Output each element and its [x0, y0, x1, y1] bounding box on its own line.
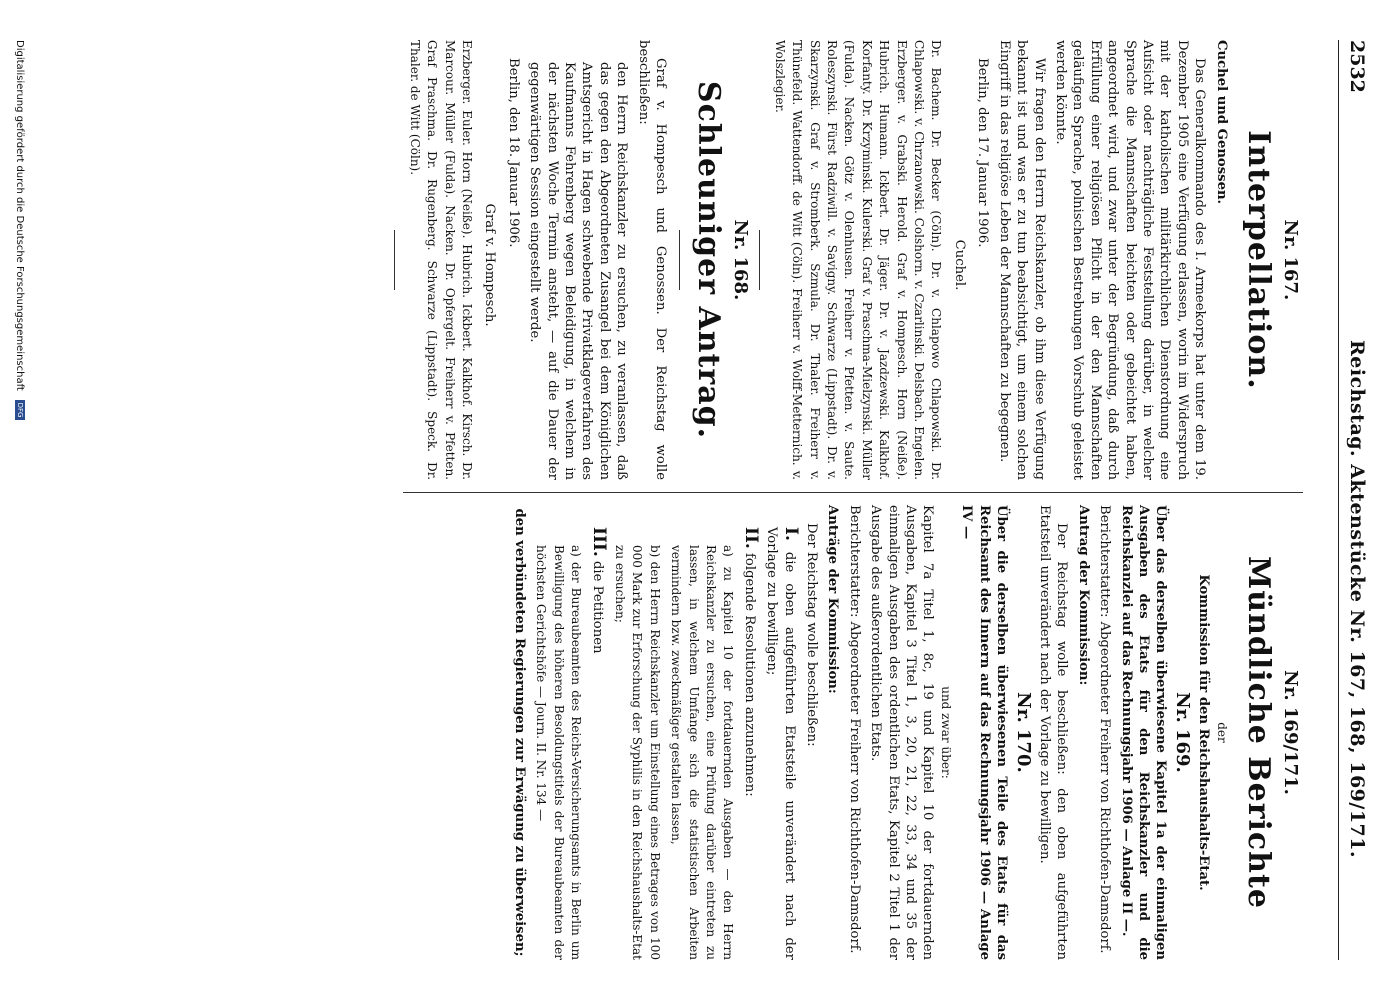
nr168-heading: Nr. 168. [730, 219, 752, 301]
report170-list: Kapitel 7a Titel 1, 8c, 19 und Kapitel 10 der fortdauernden Ausgaben, Kapitel 3 Titel 1, 3, 20, 21, 22, 33, 34 und 35 der einmaligen Ausgaben des ordentlichen Etats, Kapitel 2 Titel 1 der Ausgabe des außerordentlichen Etats. [868, 505, 936, 960]
resolution-b: b) den Herrn Reichskanzler um Einstellung eines Betrages von 100 000 Mark zur Erforschung der Syphilis in den Reichshaushalts-Etat zu ersuchen; [613, 545, 662, 960]
antrag-date: Berlin, den 18. Januar 1906. [505, 58, 521, 248]
report170-berichterstatter: Berichterstatter: Abgeordneter Freiherr von Richthofen-Damsdorf. [846, 505, 862, 954]
roman-three-text: die Petitionen [589, 560, 605, 654]
roman-three: III. [588, 527, 609, 557]
petition-conclusion: den verbündeten Regierungen zur Erwägung zu überweisen; [511, 508, 527, 957]
running-title: Reichstag. Aktenstücke Nr. 167, 168, 169/171. [1346, 340, 1368, 859]
interpellation-cosigners: Dr. Bachem. Dr. Becker (Cöln). Dr. v. Chlapowo Chlapowski. Dr. Chlapowski. v. Chrzanowski. Colshorn. v. Czarlinski. Delsbach. Engelen. Erzberger. v. Grabski. Herold. Graf v. Hompesch. Horn (Neiße). Hubrich. Humann. Ickbert. Dr. Jäger. Dr. v. Jazdzewski. Kalkhof. Korfanty. Dr. Krzyminski. Kulerski. Graf v. Praschma-Mielzynski. Müller (Fulda). Nacken. Götz v. Olenhusen. Freiherr v. Pfetten. v. Saute. Roleszynski. Fürst Radziwill. v. Savigny. Schwarze (Lippstadt). Dr. v. Skarzynski. Graf v. Stromberk. Szmula. Dr. Thaler. Freiherr v. Thünefeld. Wattendorff. de Witt (Cöln). Freiherr v. Wolff-Metternich. v. Wolszlegier. [772, 40, 944, 480]
left-column [384, 40, 1303, 480]
roman-two-text: folgende Resolutionen anzunehmen: [741, 553, 757, 797]
separator-rule [394, 230, 395, 290]
roman-two: II. [740, 527, 761, 549]
nr169-171-heading: Nr. 169/171. [1280, 670, 1301, 795]
running-header [1338, 40, 1367, 960]
antrag-authors: Graf v. Hompesch und Genossen. Der Reichstag wolle beschließen: [635, 40, 669, 480]
report170-body: Über die derselben überwiesenen Teile des Etats für das Reichsamt des Innern auf das Rechnungsjahr 1906 — Anlage IV — [959, 505, 1010, 960]
antrag-title: Schleuniger Antrag. [691, 80, 727, 440]
report169-antrag-label: Antrag der Kommission: [1075, 505, 1091, 686]
antrag-body: den Herrn Reichskanzler zu ersuchen, zu veranlassen, daß das gegen den Abgeordneten Zusangel bei dem Königlichen Amtsgericht in Hagen schwebende Privatklageverfahren des Kaufmanns Fehrenberg wegen Beleidigung, in welchem in der nächsten Woche Termin ansteht, — auf die Dauer der gegenwärtigen Session eingestellt werde. [527, 62, 630, 480]
roman-one: I. [780, 527, 801, 541]
page-number: 2532 [1346, 40, 1368, 93]
report169-berichterstatter: Berichterstatter: Abgeordneter Freiherr von Richthofen-Damsdorf. [1097, 505, 1113, 954]
report169-antrag-body: Der Reichstag wolle beschließen: den oben aufgeführten Etatsteil unverändert nach der Vorlage zu bewilligen. [1036, 505, 1070, 960]
dfg-logo-icon: DFG [15, 400, 25, 420]
interpellation-date: Berlin, den 17. Januar 1906. [975, 58, 991, 248]
separator-rule [679, 230, 680, 290]
roman-one-text: die oben aufgeführten Etatsteile unverändert nach der Vorlage zu bewilligen; [764, 527, 797, 960]
commission-name: Kommission für den Reichshaushalts-Etat. [1196, 574, 1212, 891]
interpellation-title: Interpellation. [1240, 130, 1276, 390]
report-title: Mündliche Berichte [1240, 556, 1276, 909]
right-column [507, 505, 1303, 960]
report170-antrag-intro: Der Reichstag wolle beschließen: [804, 523, 820, 747]
antrag-cosigners: Erzberger. Euler. Horn (Neiße). Hubrich. Ickbert. Kalkhof. Kirsch. Dr. Marcour. Müller (Fulda). Nacken. Dr. Opfergelt. Freiherr v. Pfetten. Graf Praschma. Dr. Rugenberg. Schwarze (Lippstadt). Speck. Dr. Thaler. de Witt (Cöln). [407, 40, 474, 480]
antrag-signer: Graf v. Hompesch. [482, 203, 498, 327]
report170-antrag-label: Anträge der Kommission: [825, 505, 841, 694]
column-divider [403, 492, 1303, 493]
dfg-footer-text: Digitalisierung gefördert durch die Deutsche Forschungsgemeinschaft [14, 40, 25, 391]
separator-rule [759, 230, 760, 290]
petition-a: a) der Bureaubeamten des Reichs-Versicherungsamts in Berlin um Bewilligung des höheren Besoldungstitels der Bureaubeamten der höchsten Gerichtshöfe — Journ. II. Nr. 134 — [534, 545, 584, 960]
nr167-heading: Nr. 167. [1280, 219, 1301, 301]
interpellation-body-1: Das Generalkommando des I. Armeekorps hat unter dem 19. Dezember 1905 eine Verfügung erlassen, worin im Widerspruch mit der katholischen militärkirchlichen Dienstordnung eine Aufsicht oder nachträgliche Feststellung darüber, in welcher Sprache die Mannschaften beichten oder gebeichtet haben, angeordnet wird, und zwar unter der Begründung, daß durch Erfüllung einer religiösen Pflicht in der den Mannschaften geläufigen Sprache, polnischen Bestrebungen Vorschub geleistet werden könnte. [1052, 40, 1208, 480]
interpellation-authors: Cuchel und Genossen. [1213, 40, 1229, 205]
nr170-heading: Nr. 170. [1012, 692, 1034, 773]
report169-body: Über das derselben überwiesene Kapitel 1a der einmaligen Ausgaben des Etats für den Reichskanzler und die Reichskanzlei auf das Rechnungsjahr 1906 — Anlage II —. [1118, 505, 1169, 960]
interpellation-body-2: Wir fragen den Herrn Reichskanzler, ob ihm diese Verfügung bekannt ist und was er zu tun beabsichtigt, um einem solchen Eingriff in das religiöse Leben der Mannschaften zu begegnen. [996, 40, 1047, 480]
report170-und: und zwar über: [938, 686, 953, 779]
interpellation-signer: Cuchel. [951, 239, 967, 291]
dfg-footer [11, 40, 28, 420]
nr169-heading: Nr. 169. [1171, 692, 1193, 773]
report-der: der [1214, 722, 1229, 743]
resolution-a: a) zu Kapitel 10 der fortdauernden Ausgaben — den Herrn Reichskanzler zu ersuchen, eine Prüfung darüber eintreten zu lassen, in welchem Umfange sich die statistischen Arbeiten vermindern bzw. zweckmäßiger gestalten lassen, [669, 545, 736, 960]
